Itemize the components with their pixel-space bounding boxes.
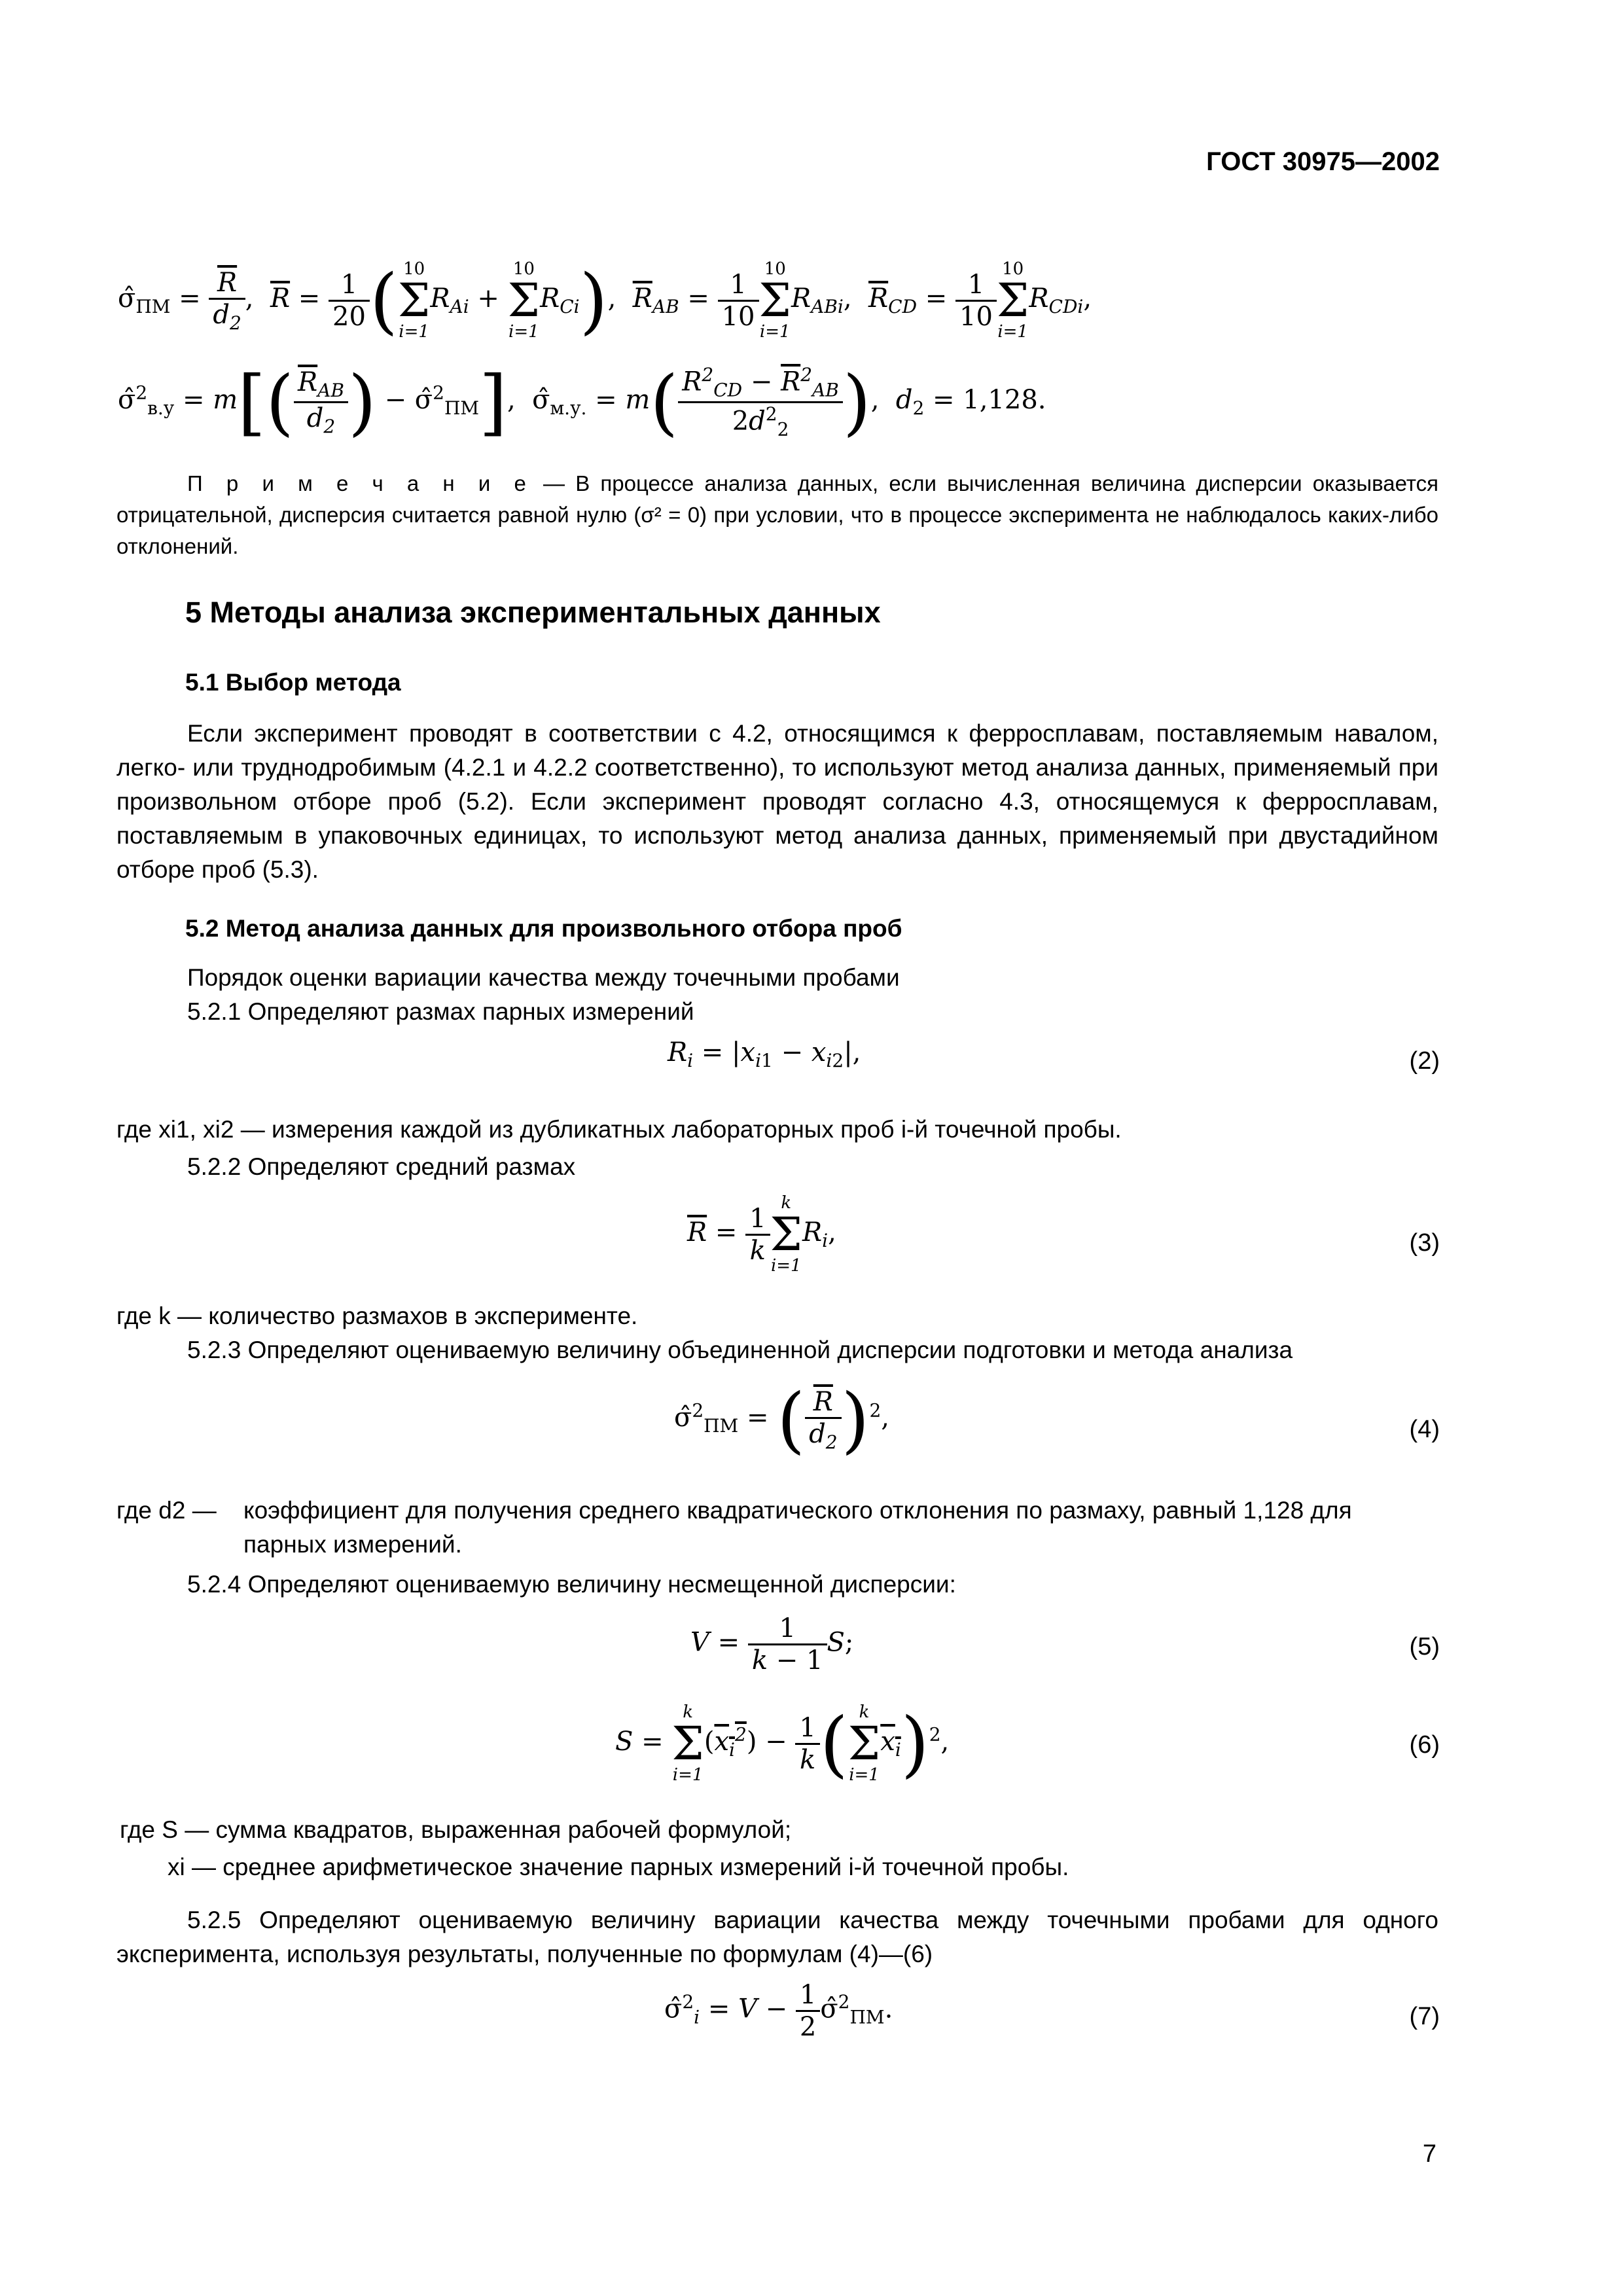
clause-5-2-1: 5.2.1 Определяют размах парных измерений [187, 998, 694, 1025]
equation-2: $R_i = |x_{i1} - x_{i2}|$, [668, 1037, 861, 1071]
clause-5-2-4: 5.2.4 Определяют оцениваемую величину несмещенной дисперсии: [187, 1571, 956, 1598]
equation-5: V = $\frac{1}{k - 1}$ S; [690, 1613, 854, 1676]
where-6-b: xi — среднее арифметическое значение парных измерений i-й точечной пробы. [168, 1854, 1069, 1880]
section-5-2-intro: Порядок оценки вариации качества между точечными пробами [187, 964, 900, 991]
equation-3-number: (3) [1409, 1229, 1440, 1257]
clause-5-2-5: 5.2.5 Определяют оцениваемую величину вариации качества между точечными пробами для одного эксперимента, используя результаты, полученные по формулам (4)—(6) [116, 1907, 1438, 1967]
formula-line-1: $\sigmâ_{ПМ}$ = $\frac{\overline{R}}{d_2}$ , $\overline{R}$ = $\frac{1}{20}$ ( 10 Σ i=1 $R_{Ai}$ + 10 Σ i=1 $R_{Ci}$), $\overline{R}_{AB}$ = $\frac{1}{10}$ 10 Σ i=1 $R_{ABi}$, $\overline{R}_{CD}$ = $\frac{1}{10}$ 10 Σ i=1 $R_{CDi}$, [118, 259, 1092, 342]
formula-line-2: σ̂$^2_{в.у}$ = m[( $\frac{\overline{R}_{AB}}{d_2}$ ) − σ̂$^2_{ПМ}$], $\sigmâ_{м.у.} = m$( $\frac{R^2_{CD} - \overline{R}^2_{AB}}{2d^2_2}$ ), $d_2 = 1,128$. [118, 360, 1046, 444]
equation-2-number: (2) [1409, 1047, 1440, 1075]
equation-4: σ̂$^2_{ПМ}$ = ( $\frac{\overline{R}}{d_2}$ )$^2$, [674, 1378, 890, 1462]
clause-5-2-2: 5.2.2 Определяют средний размах [187, 1153, 576, 1180]
equation-7-number: (7) [1409, 2003, 1440, 2030]
section-5-1-text: Если эксперимент проводят в соответствии с 4.2, относящимся к ферросплавам, поставляемым навалом, легко- или труднодробимым (4.2.1 и 4.2.2 соответственно), то используют метод анализа данных, применяемый при произвольном отборе проб (5.2). Если эксперимент проводят согласно 4.3, относящемуся к ферросплавам, поставляемым в упаковочных единицах, то используют метод анализа данных, применяемый при двустадийном отборе проб (5.3). [116, 720, 1438, 883]
section-5-1-heading: 5.1 Выбор метода [185, 669, 401, 696]
where-4-term: где d2 — [116, 1497, 217, 1524]
note-label: П р и м е ч а н и е [187, 471, 533, 495]
section-5-2-heading: 5.2 Метод анализа данных для произвольного отбора проб [185, 915, 902, 942]
page-number: 7 [1422, 2140, 1436, 2168]
where-4-text: коэффициент для получения среднего квадратического отклонения по размаху, равный 1,128 для парных измерений. [243, 1497, 1352, 1558]
note-text: — В процессе анализа данных, если вычисленная величина дисперсии оказывается отрицательной, дисперсия считается равной нулю (σ² = 0) при условии, что в процессе эксперимента не наблюдалось каких-либо отклонений. [116, 471, 1438, 558]
equation-3: $\overline{R}$ = $\frac{1}{k}$ k Σ i=1 $R_i$, [687, 1193, 836, 1276]
where-6-a: где S — сумма квадратов, выраженная рабочей формулой; [120, 1816, 792, 1843]
where-3: где k — количество размахов в эксперименте. [116, 1302, 638, 1329]
document-header: ГОСТ 30975—2002 [1206, 147, 1440, 176]
equation-6: S = k Σ i=1 $(x_i^2)$ − $\frac{1}{k}$ ( k Σ i=1 $x_i)^2$, [615, 1702, 950, 1785]
where-2: где xi1, xi2 — измерения каждой из дубликатных лабораторных проб i-й точечной пробы. [116, 1116, 1122, 1143]
equation-5-number: (5) [1409, 1633, 1440, 1660]
clause-5-2-3: 5.2.3 Определяют оцениваемую величину объединенной дисперсии подготовки и метода анализа [187, 1336, 1293, 1363]
equation-4-number: (4) [1409, 1416, 1440, 1443]
equation-6-number: (6) [1409, 1731, 1440, 1759]
section-5-heading: 5 Методы анализа экспериментальных данных [185, 596, 881, 629]
equation-7: σ̂$^2_i$ = V − $\frac{1}{2}$ σ̂$^2_{ПМ}$. [664, 1980, 893, 2042]
note-paragraph [116, 468, 1438, 562]
